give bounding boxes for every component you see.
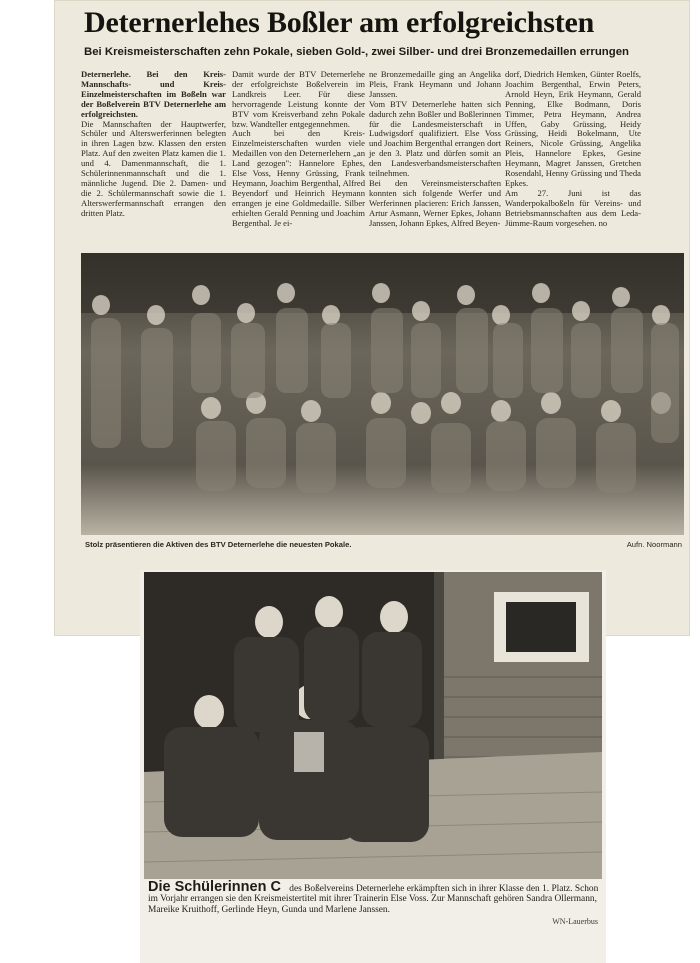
article-paragraph: Bei den Vereinsmeisterschaften konnten sich folgende Werfer und Werferinnen placieren: Erich Janssen, Artur Asmann, Werner Epkes, Johann Janssen, Johann Epkes, Alfred Beyen- — [369, 177, 501, 228]
article-paragraph: Damit wurde der BTV Deternerlehe der erfolgreichste Boßelverein im Landkreis Leer. Für diese hervorragende Leistung konnte der BTV vom Kreisverband zehn Pokale bzw. Wandteller entgegennehmen. — [232, 69, 365, 129]
photo-credit: Aufn. Noormann — [626, 540, 682, 549]
article-lead: Deternerlehe. Bei den Kreis-Mannschafts- und Kreis-Einzelmeisterschaften im Boßeln war der Boßelverein BTV Deternerlehe am erfolgreichsten. — [81, 69, 226, 119]
headline: Deternerlehes Boßler am erfolgreichsten — [84, 6, 595, 39]
newspaper-clipping-second — [140, 570, 606, 963]
article-paragraph: ne Bronzemedaille ging an Angelika Pleis, Frank Heymann und Johann Janssen. — [369, 69, 501, 99]
article-column-3 — [369, 70, 501, 229]
schuelerinnen-photo — [144, 572, 602, 879]
article-paragraph: dorf, Diedrich Hemken, Günter Roelfs, Joachim Bergenthal, Erwin Peters, Arnold Heyn, Erik Heymann, Gerald Penning, Elke Bodmann, Doris Timmer, Petra Heymann, Andrea Uffen, Gaby Grüssing, Heidy Grüssing, Heidi Bokelmann, Ute Reiners, Nicole Grüssing, Angelika Pleis, Hannelore Epkes, Gesine Heymann, Magret Janssen, Gretchen Rosendahl, Henny Grüssing und Theda Epkes. — [505, 69, 641, 188]
article-column-4 — [505, 70, 641, 229]
photo-caption: Stolz präsentieren die Aktiven des BTV Deternerlehe die neuesten Pokale. — [85, 540, 352, 549]
article-paragraph: Am 27. Juni ist das Wanderpokalboßeln für Vereins- und Betriebsmannschaften aus dem Leda-Jümme-Raum vorgesehen. no — [505, 187, 641, 228]
newspaper-clipping-main — [54, 0, 690, 636]
article-paragraph: Vom BTV Deternerlehe hatten sich dadurch zehn Boßler und Boßlerinnen für die Landesmeisterschaft in Ludwigsdorf qualifiziert. Else Voss und Joachim Bergenthal errangen dort je den 3. Platz und dürfen somit an den Landesverbandsmeisterschaften teilnehmen. — [369, 98, 501, 179]
article-paragraph: Auch bei den Kreis-Einzelmeisterschaften wurden viele Medaillen von den Deternerlehern „an Land gezogen": Hannelore Ephes, Else Voss, Henny Grüssing, Frank Heymann, Joachim Bergenthal, Alfred Beyendorf und Heinrich Heymann errangen je eine Goldmedaille. Silber erhielten Gerald Penning und Joachim Bergenthal. Je ei- — [232, 128, 365, 228]
team-group-photo — [81, 253, 684, 535]
article-column-1 — [81, 70, 226, 219]
article-column-2 — [232, 70, 365, 229]
article-paragraph: Die Mannschaften der Hauptwerfer, Schüler und Alterswerferinnen belegten in ihren Lagen bzw. Klassen den ersten Platz. Auf den zweiten Platz kamen die 1. und 4. Damenmannschaft, die 1. Schülerinnenmannschaft und die 1. männliche Jugend. Die 2. Damen- und die 2. Schülermannschaft sowie die 1. Alterswerfermannschaft errangen den dritten Platz. — [81, 118, 226, 218]
second-caption — [148, 879, 600, 926]
second-credit: WN-Lauerbus — [552, 916, 598, 926]
second-caption-text: des Boßelvereins Deternerlehe erkämpften sich in ihrer Klasse den 1. Platz. Schon im Vorjahr errangen sie den Kreismeistertitel mit ihrer Trainerin Else Voss. Zur Mannschaft gehören Sandra Ollermann, Mareike Kruithoff, Gerlinde Heyn, Gunda und Marlene Janssen. — [148, 884, 599, 915]
second-caption-title: Die Schülerinnen C — [148, 879, 281, 895]
subheadline: Bei Kreismeisterschaften zehn Pokale, sieben Gold-, zwei Silber- und drei Bronzemedaillen errungen — [84, 46, 629, 58]
